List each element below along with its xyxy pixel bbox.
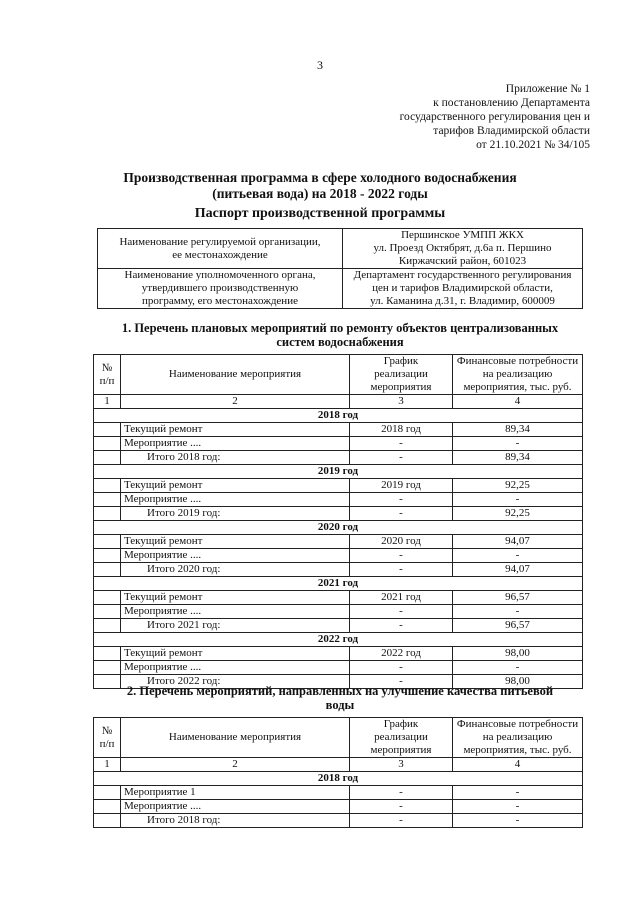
cell-line: мероприятия, тыс. руб. xyxy=(463,381,572,393)
header-cell-finance xyxy=(453,355,583,395)
repair-table xyxy=(93,354,583,689)
table-cell xyxy=(94,437,121,451)
section-1-title xyxy=(100,321,580,349)
cell-line: ее местонахождение xyxy=(172,248,268,261)
table-cell: Мероприятие 1 xyxy=(121,786,350,800)
passport-title: Паспорт производственной программы xyxy=(194,206,446,221)
table-row xyxy=(94,423,583,437)
table-cell: Итого 2021 год: xyxy=(121,619,350,633)
table-cell xyxy=(94,786,121,800)
table-cell xyxy=(94,549,121,563)
table-cell: 2 xyxy=(121,758,350,772)
table-cell: Мероприятие .... xyxy=(121,605,350,619)
table-cell xyxy=(94,423,121,437)
cell-line: п/п xyxy=(99,374,115,387)
table-cell: 4 xyxy=(453,395,583,409)
cell-line: ул. Проезд Октябрят, д.6а п. Першино xyxy=(373,242,552,254)
table-cell: - xyxy=(350,786,453,800)
cell-line: Наименование регулируемой организации, xyxy=(119,235,321,248)
page-number: 3 xyxy=(317,58,323,72)
table-row xyxy=(94,800,583,814)
cell-line: реализации xyxy=(374,731,428,743)
table-cell: Текущий ремонт xyxy=(121,591,350,605)
table-cell: Мероприятие .... xyxy=(121,800,350,814)
year-cell: 2018 год xyxy=(94,772,583,786)
cell-line: График xyxy=(383,718,419,730)
table-cell: 2021 год xyxy=(350,591,453,605)
table-cell: Текущий ремонт xyxy=(121,479,350,493)
table-cell: 92,25 xyxy=(453,507,583,521)
table-row xyxy=(94,479,583,493)
header-cell-name: Наименование мероприятия xyxy=(121,355,350,395)
table-row xyxy=(98,229,583,269)
header-cell-num xyxy=(94,355,121,395)
appendix-line: государственного регулирования цен и xyxy=(399,111,590,123)
year-row xyxy=(94,521,583,535)
table-row xyxy=(94,591,583,605)
table-header-row xyxy=(94,718,583,758)
table-cell: - xyxy=(350,619,453,633)
table-cell: 3 xyxy=(350,395,453,409)
table-cell: - xyxy=(453,800,583,814)
table-cell xyxy=(94,451,121,465)
table-cell: - xyxy=(453,786,583,800)
table-cell xyxy=(94,800,121,814)
table-row xyxy=(94,563,583,577)
table-cell: 1 xyxy=(94,758,121,772)
appendix-line: Приложение № 1 xyxy=(505,83,590,95)
cell-line: на реализацию xyxy=(482,731,553,743)
header-cell-num xyxy=(94,718,121,758)
table-cell: 2020 год xyxy=(350,535,453,549)
table-cell: 89,34 xyxy=(453,423,583,437)
table-cell: Текущий ремонт xyxy=(121,423,350,437)
table-cell: 96,57 xyxy=(453,619,583,633)
title-line: 1. Перечень плановых мероприятий по ремонту объектов централизованных xyxy=(121,321,559,335)
header-cell-schedule xyxy=(350,355,453,395)
header-cell-finance xyxy=(453,718,583,758)
table-cell xyxy=(94,535,121,549)
year-cell: 2019 год xyxy=(94,465,583,479)
section-2-title xyxy=(100,684,580,712)
table-cell: 3 xyxy=(350,758,453,772)
table-cell: - xyxy=(350,549,453,563)
table-cell xyxy=(98,269,343,309)
table-cell: - xyxy=(350,800,453,814)
table-cell: 98,00 xyxy=(453,647,583,661)
table-cell: Итого 2019 год: xyxy=(121,507,350,521)
header-cell-name: Наименование мероприятия xyxy=(121,718,350,758)
appendix-line: к постановлению Департамента xyxy=(433,97,590,109)
document-title xyxy=(60,170,580,202)
table-cell: - xyxy=(453,493,583,507)
table-cell: - xyxy=(350,493,453,507)
quality-table xyxy=(93,717,583,828)
appendix-block xyxy=(360,82,590,152)
table-cell: Текущий ремонт xyxy=(121,647,350,661)
table-row xyxy=(94,605,583,619)
cell-line: цен и тарифов Владимирской области, xyxy=(372,282,553,294)
title-line: систем водоснабжения xyxy=(276,335,404,349)
year-row xyxy=(94,772,583,786)
title-line: Производственная программа в сфере холодного водоснабжения xyxy=(123,170,517,185)
table-row xyxy=(94,507,583,521)
appendix-line: от 21.10.2021 № 34/105 xyxy=(476,139,590,151)
table-cell: Текущий ремонт xyxy=(121,535,350,549)
year-cell: 2018 год xyxy=(94,409,583,423)
header-cell-schedule xyxy=(350,718,453,758)
table-row xyxy=(94,549,583,563)
appendix-line: тарифов Владимирской области xyxy=(433,125,590,137)
table-cell: - xyxy=(453,549,583,563)
cell-line: Киржачский район, 601023 xyxy=(398,255,527,267)
year-cell: 2021 год xyxy=(94,577,583,591)
cell-line: реализации xyxy=(374,368,428,380)
table-cell xyxy=(94,563,121,577)
table-cell: 1 xyxy=(94,395,121,409)
table-cell xyxy=(94,647,121,661)
table-cell: Мероприятие .... xyxy=(121,437,350,451)
table-cell xyxy=(94,619,121,633)
table-cell xyxy=(343,269,583,309)
table-cell xyxy=(94,507,121,521)
table-cell xyxy=(98,229,343,269)
title-line: воды xyxy=(325,698,355,712)
table-row xyxy=(94,619,583,633)
table-cell: - xyxy=(453,605,583,619)
table-cell: - xyxy=(350,675,453,689)
cell-line: утвердившего производственную xyxy=(141,282,299,294)
table-cell: 94,07 xyxy=(453,535,583,549)
cell-line: мероприятия xyxy=(370,381,432,393)
table-cell: - xyxy=(350,563,453,577)
column-number-row xyxy=(94,758,583,772)
table-row xyxy=(94,814,583,828)
table-cell: - xyxy=(350,437,453,451)
cell-line: Департамент государственного регулирования xyxy=(353,269,572,281)
table-cell: 4 xyxy=(453,758,583,772)
table-row xyxy=(94,493,583,507)
table-cell: - xyxy=(350,451,453,465)
table-cell xyxy=(94,661,121,675)
table-cell: Мероприятие .... xyxy=(121,493,350,507)
table-cell: Итого 2022 год: xyxy=(121,675,350,689)
cell-line: № xyxy=(101,724,113,737)
cell-line: программу, его местонахождение xyxy=(142,295,298,307)
table-cell: - xyxy=(453,814,583,828)
table-cell: 96,57 xyxy=(453,591,583,605)
table-row xyxy=(94,661,583,675)
cell-line: Финансовые потребности xyxy=(456,355,579,367)
cell-line: Наименование уполномоченного органа, xyxy=(124,269,316,281)
table-cell: - xyxy=(350,605,453,619)
table-cell: 2022 год xyxy=(350,647,453,661)
year-row xyxy=(94,409,583,423)
cell-line: мероприятия xyxy=(370,744,432,756)
year-row xyxy=(94,633,583,647)
table-cell: Итого 2018 год: xyxy=(121,814,350,828)
table-cell: - xyxy=(350,814,453,828)
table-cell xyxy=(94,493,121,507)
cell-line: График xyxy=(383,355,419,367)
table-header-row xyxy=(94,355,583,395)
cell-line: ул. Каманина д.31, г. Владимир, 600009 xyxy=(370,295,555,307)
table-row xyxy=(98,269,583,309)
table-cell: Мероприятие .... xyxy=(121,661,350,675)
table-cell: 2018 год xyxy=(350,423,453,437)
table-cell: 92,25 xyxy=(453,479,583,493)
table-cell xyxy=(94,814,121,828)
cell-line: Першинское УМПП ЖКХ xyxy=(401,229,524,241)
cell-line: на реализацию xyxy=(482,368,553,380)
table-cell xyxy=(94,591,121,605)
table-cell: - xyxy=(350,661,453,675)
table-cell xyxy=(94,479,121,493)
year-row xyxy=(94,465,583,479)
title-line: (питьевая вода) на 2018 - 2022 годы xyxy=(212,186,428,201)
table-row xyxy=(94,535,583,549)
table-row xyxy=(94,786,583,800)
year-cell: 2022 год xyxy=(94,633,583,647)
column-number-row xyxy=(94,395,583,409)
table-cell: 94,07 xyxy=(453,563,583,577)
table-cell: 2 xyxy=(121,395,350,409)
table-cell xyxy=(94,605,121,619)
year-row xyxy=(94,577,583,591)
table-row xyxy=(94,437,583,451)
year-cell: 2020 год xyxy=(94,521,583,535)
title-line: 2. Перечень мероприятий, направленных на улучшение качества питьевой xyxy=(126,684,554,698)
cell-line: п/п xyxy=(99,737,115,750)
table-cell: 89,34 xyxy=(453,451,583,465)
table-cell: 2019 год xyxy=(350,479,453,493)
table-cell: - xyxy=(453,661,583,675)
table-cell: - xyxy=(453,437,583,451)
table-row xyxy=(94,451,583,465)
table-row xyxy=(94,647,583,661)
table-cell xyxy=(343,229,583,269)
table-cell: 98,00 xyxy=(453,675,583,689)
cell-line: мероприятия, тыс. руб. xyxy=(463,744,572,756)
table-cell: Мероприятие .... xyxy=(121,549,350,563)
table-cell: Итого 2020 год: xyxy=(121,563,350,577)
cell-line: № xyxy=(101,361,113,374)
passport-table xyxy=(97,228,583,309)
cell-line: Финансовые потребности xyxy=(456,718,579,730)
table-cell: Итого 2018 год: xyxy=(121,451,350,465)
table-cell: - xyxy=(350,507,453,521)
